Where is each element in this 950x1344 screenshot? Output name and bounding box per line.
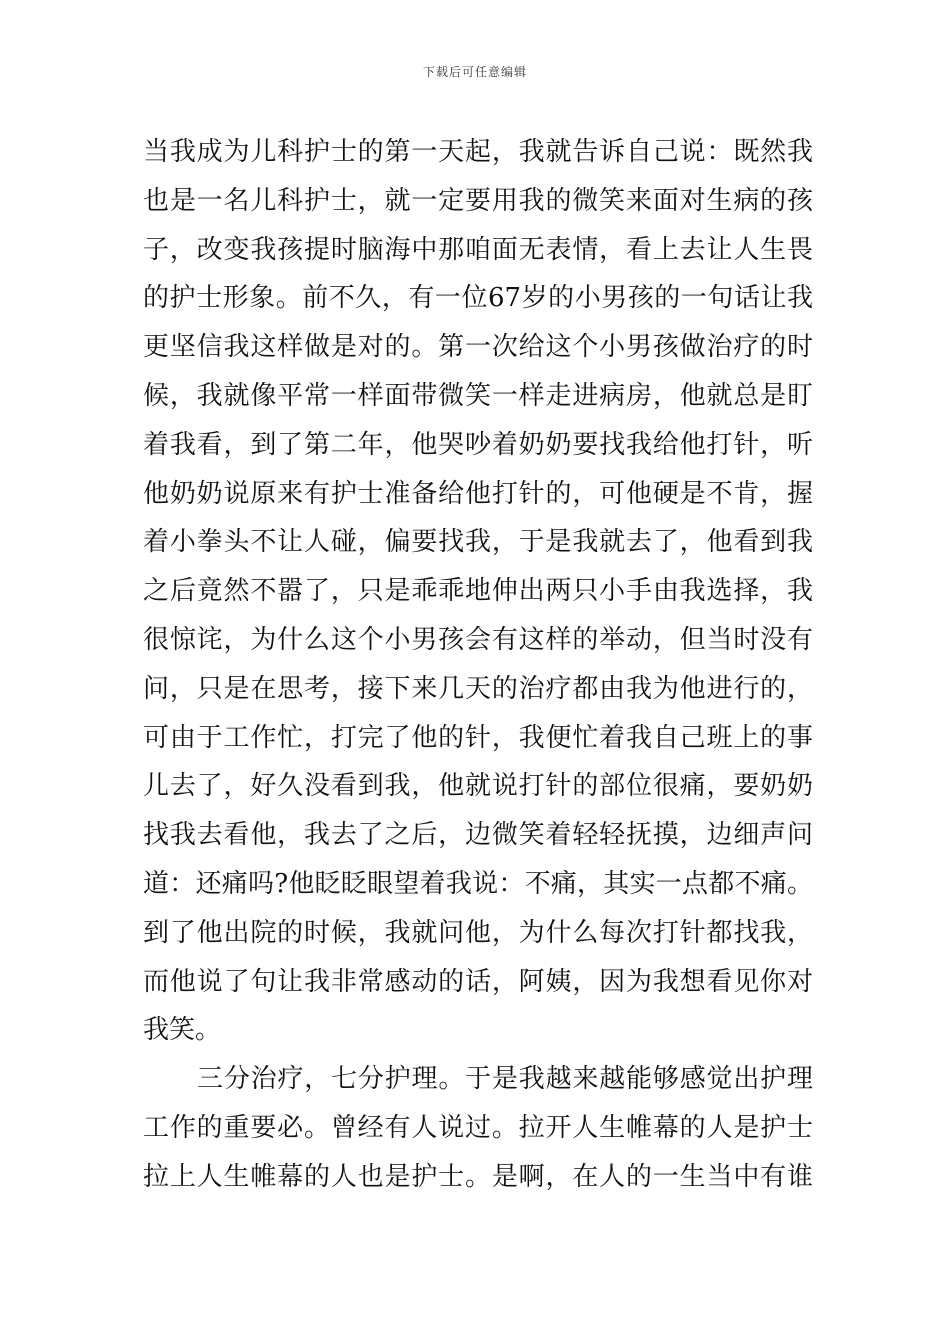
- text-line: 而他说了句让我非常感动的话，阿姨，因为我想看见你对: [143, 966, 813, 997]
- text-line: 很惊诧，为什么这个小男孩会有这样的举动，但当时没有: [143, 624, 813, 655]
- paragraph-2: [143, 1055, 813, 1201]
- text-line: 拉上人生帷幕的人也是护士。是啊，在人的一生当中有谁: [143, 1161, 813, 1192]
- text-line: 之后竟然不嚣了，只是乖乖地伸出两只小手由我选择，我: [143, 576, 813, 607]
- text-line: 的护士形象。前不久，有一位67岁的小男孩的一句话让我: [143, 283, 813, 314]
- text-line: 他奶奶说原来有护士准备给他打针的，可他硬是不肯，握: [143, 478, 813, 509]
- text-line: 也是一名儿科护士，就一定要用我的微笑来面对生病的孩: [143, 185, 813, 216]
- text-line: 当我成为儿科护士的第一天起，我就告诉自己说：既然我: [143, 137, 813, 167]
- text-line: 到了他出院的时候，我就问他，为什么每次打针都找我，: [143, 917, 813, 948]
- paragraph-1: [143, 128, 813, 1055]
- text-line: 找我去看他，我去了之后，边微笑着轻轻抚摸，边细声问: [143, 820, 813, 851]
- text-line: 儿去了，好久没看到我，他就说打针的部位很痛，要奶奶: [143, 771, 813, 802]
- text-line: 道：还痛吗?他眨眨眼望着我说：不痛，其实一点都不痛。: [143, 868, 813, 899]
- document-body: [143, 128, 813, 1202]
- text-line: 可由于工作忙，打完了他的针，我便忙着我自己班上的事: [143, 722, 813, 753]
- text-line: 着小拳头不让人碰，偏要找我，于是我就去了，他看到我: [143, 527, 813, 558]
- text-line: 子，改变我孩提时脑海中那咱面无表情，看上去让人生畏: [143, 234, 813, 265]
- text-line: 候，我就像平常一样面带微笑一样走进病房，他就总是盯: [143, 380, 813, 411]
- text-line: 着我看，到了第二年，他哭吵着奶奶要找我给他打针，听: [143, 429, 813, 460]
- text-line: 三分治疗，七分护理。于是我越来越能够感觉出护理: [197, 1064, 813, 1095]
- text-line: 工作的重要必。曾经有人说过。拉开人生帷幕的人是护士: [143, 1112, 813, 1143]
- text-line: 更坚信我这样做是对的。第一次给这个小男孩做治疗的时: [143, 332, 813, 363]
- page-header: 下载后可任意编辑: [422, 65, 527, 79]
- text-line: 我笑。: [143, 1015, 222, 1046]
- text-line: 问，只是在思考，接下来几天的治疗都由我为他进行的，: [143, 673, 813, 704]
